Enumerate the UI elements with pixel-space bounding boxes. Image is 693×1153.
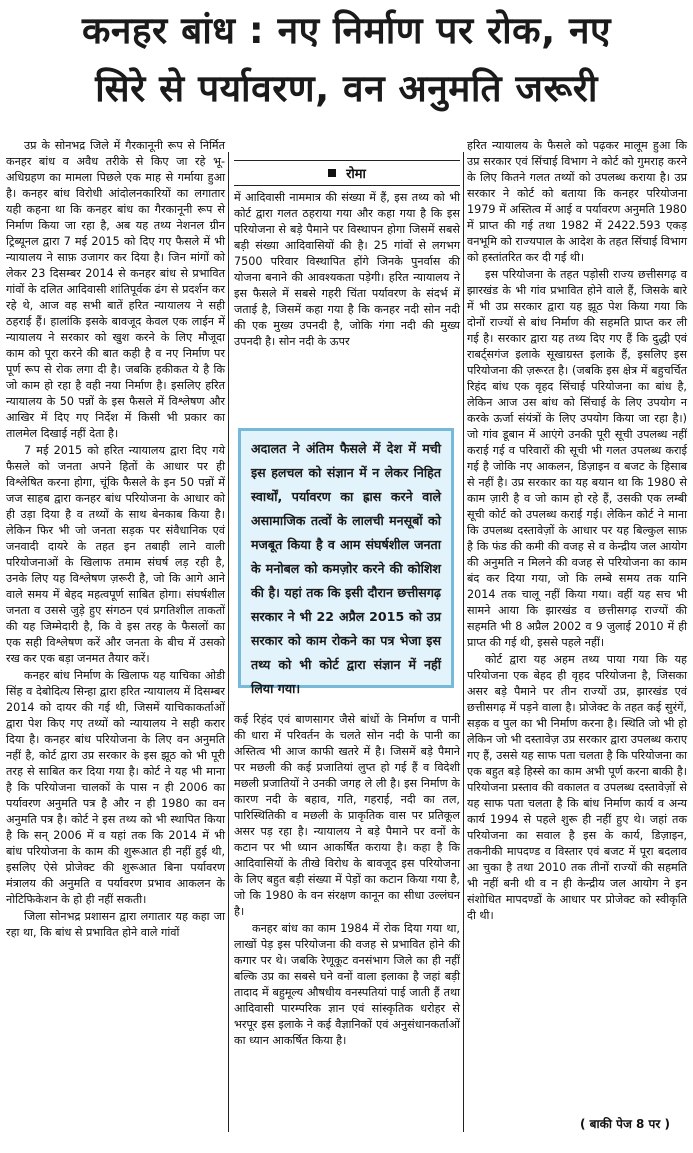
pull-quote-box	[238, 428, 454, 696]
paragraph: कनहर बांध निर्माण के खिलाफ यह याचिका ओडी सिंह व देबोदित्य सिन्हा द्वारा हरित न्यायालय में दिसम्बर 2014 को दायर की गई थी, जिसमें याचिकाकर्ताओं द्वारा पेश किए गए तथ्यों को न्यायालय ने सही करार दिया है। कनहर बांध परियोजना के लिए वन अनुमति नहीं है, कोर्ट द्वारा उप्र सरकार के इस झूठ को भी पूरी तरह से साबित कर दिया गया है। कोर्ट ने यह भी माना है कि परियोजना चालकों के पास न ही 2006 का पर्यावरण अनुमति पत्र है और न ही 1980 का वन अनुमति पत्र है। कोर्ट ने इस तथ्य को भी स्थापित किया है कि सन् 2006 में व यहां तक कि 2014 में भी बांध परियोजना के काम की शुरूआत ही नहीं हुई थी, इसलिए ऐसे प्रोजेक्ट की शुरूआत बिना पर्यावरण मंत्रालय की अनुमति व पर्यावरण प्रभाव आकलन के नोटिफिकेशन के हो ही नहीं सकती।	[6, 669, 225, 906]
column-divider	[463, 152, 464, 1132]
headline	[8, 2, 685, 118]
paragraph: हरित न्यायालय के फैसले को पढ़कर मालूम हुआ कि उप्र सरकार एवं सिंचाई विभाग ने कोर्ट को गुमराह करने के लिए कितने गलत तथ्यों को उपलब्ध कराया है। उप्र सरकार ने कोर्ट को बताया कि कनहर परियोजना 1979 में अस्तित्व में आई व पर्यावरण अनुमति 1980 में प्राप्त की गई तथा 1982 में 2422.593 एकड़ वनभूमि को राज्यपाल के आदेश के तहत सिंचाई विभाग को हस्तांतरित कर दी गई थी।	[467, 139, 688, 264]
paragraph: उप्र के सोनभद्र जिले में गैरकानूनी रूप से निर्मित कनहर बांध व अवैध तरीके से किए जा रहे भू-अधिग्रहण का मामला पिछले एक माह से गर्माया हुआ है। कनहर बांध विरोधी आंदोलनकारियों का लगातार यही कहना था कि कनहर बांध का गैरकानूनी रूप से निर्माण किया जा रहा है, अब यह तथ्य नेशनल ग्रीन ट्रिब्यूनल द्वारा 7 मई 2015 को दिए गए फैसले में भी न्यायालय ने साफ़ उजागर कर दिया है। जिन मांगों को लेकर 23 दिसम्बर 2014 से कनहर बांध से प्रभावित गांवों के दलित आदिवासी शांतिपूर्वक ढंग से प्रदर्शन कर रहे थे, आज वह सभी बातें हरित न्यायालय ने सही ठहराई हैं। हालांकि इसके बावजूद केवल एक लाईन में न्यायालय ने सरकार को खुश करने के लिए मौजूदा काम को पूरा करने की बात कही है व नए निर्माण पर पूर्ण रूप से रोक लगा दी है। जबकि हकीकत ये है कि जो काम हो रहा है वही नया निर्माण है। इसलिए हरित न्यायालय के 50 पन्नों के इस फैसले में विश्लेषण और आखिर में दिए गए निर्देश में किसी भी प्रकार का तालमेल दिखाई नहीं देता है।	[6, 139, 225, 440]
article-column-1	[6, 138, 225, 941]
headline-line-2: सिरे से पर्यावरण, वन अनुमति जरूरी	[95, 67, 598, 110]
column-divider	[228, 152, 229, 1132]
article-column-3	[467, 138, 687, 924]
article-column-2-top	[234, 190, 460, 350]
pull-quote-text: अदालत ने अंतिम फैसले में देश में मची इस हलचल को संज्ञान में न लेकर निहित स्वार्थों, पर्यावरण का ह्रास करने वाले असामाजिक तत्वों के लालची मनसूबों को मजबूत किया है व आम संघर्षशील जनता के मनोबल को कमज़ोर करने की कोशिश की है। यहां तक कि इसी दौरान छत्तीसगढ़ सरकार ने भी 22 अप्रैल 2015 को उप्र सरकार को काम रोकने का पत्र भेजा इस तथ्य को भी कोर्ट द्वारा संज्ञान में नहीं लिया गया।	[251, 441, 441, 696]
paragraph: कोर्ट द्वारा यह अहम तथ्य पाया गया कि यह परियोजना एक बेहद ही वृहद परियोजना है, जिसका असर बड़े पैमाने पर तीन राज्यों उप्र, झारखंड एवं छत्तीसगढ़ में पड़ने वाला है। प्रोजेक्ट के तहत कई सुरंगें, सड़क व पुल का भी निर्माण करना है। स्थिति जो भी हो लेकिन जो भी दस्तावेज़ उप्र सरकार द्वारा उपलब्ध कराए गए हैं, उससे यह साफ पता चलता है कि परियोजना का एक बहुत बड़े हिस्से का काम अभी पूर्ण करना बाकी है। परियोजना प्रस्ताव की वकालत व उपलब्ध दस्तावेज़ों से यह साफ पता चलता है कि बांध निर्माण कार्य व अन्य कार्य 1994 से पहले शुरू ही नहीं हुए थे। जहां तक परियोजना का सवाल है इस के कार्य, डिज़ाइन, तकनीकी मापदण्ड व विस्तार एवं बजट में पूरा बदलाव आ चुका है तथा 2010 तक तीनों राज्यों की सहमति भी नहीं बनी थी व न ही केन्द्रीय जल आयोग ने इन संशोधित मापदण्डों के आधार पर प्रोजेक्ट को स्वीकृति दी थी।	[467, 653, 688, 922]
continued-on-page: ( बाकी पेज 8 पर )	[580, 1117, 670, 1131]
paragraph: इस परियोजना के तहत पड़ोसी राज्य छत्तीसगढ़ व झारखंड के भी गांव प्रभावित होने वाले हैं, जिसके बारे में भी उप्र सरकार द्वारा यह झूठ पेश किया गया कि दोनों राज्यों से बांध निर्माण की सहमति प्राप्त कर ली गई है। सरकार द्वारा यह तथ्य दिए गए हैं कि दुद्धी एवं राबर्ट्सगंज इलाके सूखाग्रस्त इलाके हैं, इसलिए इस परियोजना की ज़रूरत है। (जबकि इस क्षेत्र में बहुचर्चित रिहंद बांध एक वृहद सिंचाई परियोजना का बांध है, लेकिन आज उस बांध को सिंचाई के लिए उपयोग न करके ऊर्जा संयंत्रों के लिए उपयोग किया जा रहा है।) जो गांव डूबान में आएंगे उनकी पूरी सूची उपलब्ध नहीं कराई गई व परिवारों की सूची भी गलत उपलब्ध कराई गई है जोकि नए आकलन, डिज़ाइन व बजट के हिसाब से नहीं है। उप्र सरकार का यह बयान था कि 1980 से काम ज़ारी है व जो काम हो रहे हैं, उसकी एक लम्बी सूची कोर्ट को उपलब्ध कराई गई। लेकिन कोर्ट ने माना कि उपलब्ध दस्तावेज़ों के आधार पर यह बिल्कुल साफ़ है कि फंड की कमी की वजह से व केन्द्रीय जल आयोग की अनुमति न मिलने की वजह से परियोजना का काम बंद कर दिया गया, जो कि लम्बे समय तक यानि 2014 तक चालू नहीं किया गया। वहीं यह सच भी सामने आया कि झारखंड व छत्तीसगढ़ राज्यों की सहमति भी 8 अप्रैल 2002 व 9 जुलाई 2010 में ही प्राप्त की गई थी, इससे पहले नहीं।	[467, 268, 687, 649]
paragraph: 7 मई 2015 को हरित न्यायालय द्वारा दिए गये फैसले को जनता अपने हितों के आधार पर ही विश्लेषित करना होगा, चूंकि फैसले के इन 50 पन्नों में जज साहब द्वारा कनहर बांध परियोजना के आधार को ही उड़ा दिया है व तथ्यों के साथ बेनकाब किया है। लेकिन फिर भी जो जनता सड़क पर संवैधानिक एवं जनवादी दायरे के तहत इन तबाही लाने वाली परियोजनाओं के खिलाफ तमाम संघर्ष लड़ रही है, उनके लिए यह विश्लेषण ज़रूरी है, जो कि आगे आने वाले समय में बेहद महत्वपूर्ण साबित होगा। संघर्षशील जनता व उससे जुड़े हुए संगठन एवं प्रगतिशील ताकतों की यह जिम्मेदारी है, कि वे इस तरह के फैसलों का एक सही विश्लेषण करें और जनता के बीच में उसको रख कर एक बड़ा जनमत तैयार करें।	[6, 444, 225, 665]
paragraph: कई रिहंद एवं बाणसागर जैसे बांधों के निर्माण व पानी की धारा में परिवर्तन के चलते सोन नदी के पानी का अस्तित्व भी आज काफी खतरे में है। जिसमें बड़े पैमाने पर मछली की कई प्रजातियां लुप्त हो गई हैं व विदेशी मछली प्रजातियों ने उनकी जगह ले ली है। इस निर्माण के कारण नदी के बहाव, गति, गहराई, नदी का तल, पारिस्थितिकी व मछली के प्राकृतिक वास पर प्रतिकूल असर पड़ रहा है। न्यायालय ने बड़े पैमाने पर वनों के कटान पर भी ध्यान आकर्षित कराया है। कहा है कि आदिवासियों के तीखे विरोध के बावजूद इस परियोजना के लिए बहुत बड़ी संख्या में पेड़ों का कटान किया गया है, जो कि 1980 के वन संरक्षण कानून का सीधा उल्लंघन है।	[234, 713, 460, 918]
article-column-2-bottom	[234, 712, 460, 1049]
author-name: रोमा	[346, 167, 366, 182]
paragraph: में आदिवासी नाममात्र की संख्या में हैं, इस तथ्य को भी कोर्ट द्वारा गलत ठहराया गया और कहा गया है कि इस परियोजना से बड़े पैमाने पर विस्थापन होगा जिसमें सबसे बड़ी संख्या आदिवासियों की है। 25 गांवों से लगभग 7500 परिवार विस्थापित होंगे जिनके पुनर्वास की योजना बनाने की आवश्यकता पड़ेगी। हरित न्यायालय ने इस फैसले में सबसे गहरी चिंता पर्यावरण के संदर्भ में जताई है, जिसमें कहा गया है कि कनहर नदी सोन नदी की एक मुख्य उपनदी है, जोकि गंगा नदी की मुख्य उपनदी है। सोन नदी के ऊपर	[234, 191, 460, 348]
square-bullet-icon	[328, 169, 336, 177]
headline-line-1: कनहर बांध : नए निर्माण पर रोक, नए	[81, 9, 612, 52]
byline	[234, 160, 460, 186]
paragraph: कनहर बांध का काम 1984 में रोक दिया गया था, लाखों पेड़ इस परियोजना की वजह से प्रभावित होने की कगार पर थे। जबकि रेणूकूट वनसंभाग जिले का ही नहीं बल्कि उप्र का सबसे घने वनों वाला इलाका है जहां बड़ी तादाद में बहुमूल्य औषधीय वनस्पतियां पाई जाती हैं तथा आदिवासी पारम्परिक ज्ञान एवं सांस्कृतिक धरोहर से भरपूर इस इलाके ने कई वैज्ञानिकों एवं अनुसंधानकर्ताओं का ध्यान आकर्षित किया है।	[234, 922, 460, 1047]
paragraph: जिला सोनभद्र प्रशासन द्वारा लगातार यह कहा जा रहा था, कि बांध से प्रभावित होने वाले गांवों	[6, 910, 225, 939]
